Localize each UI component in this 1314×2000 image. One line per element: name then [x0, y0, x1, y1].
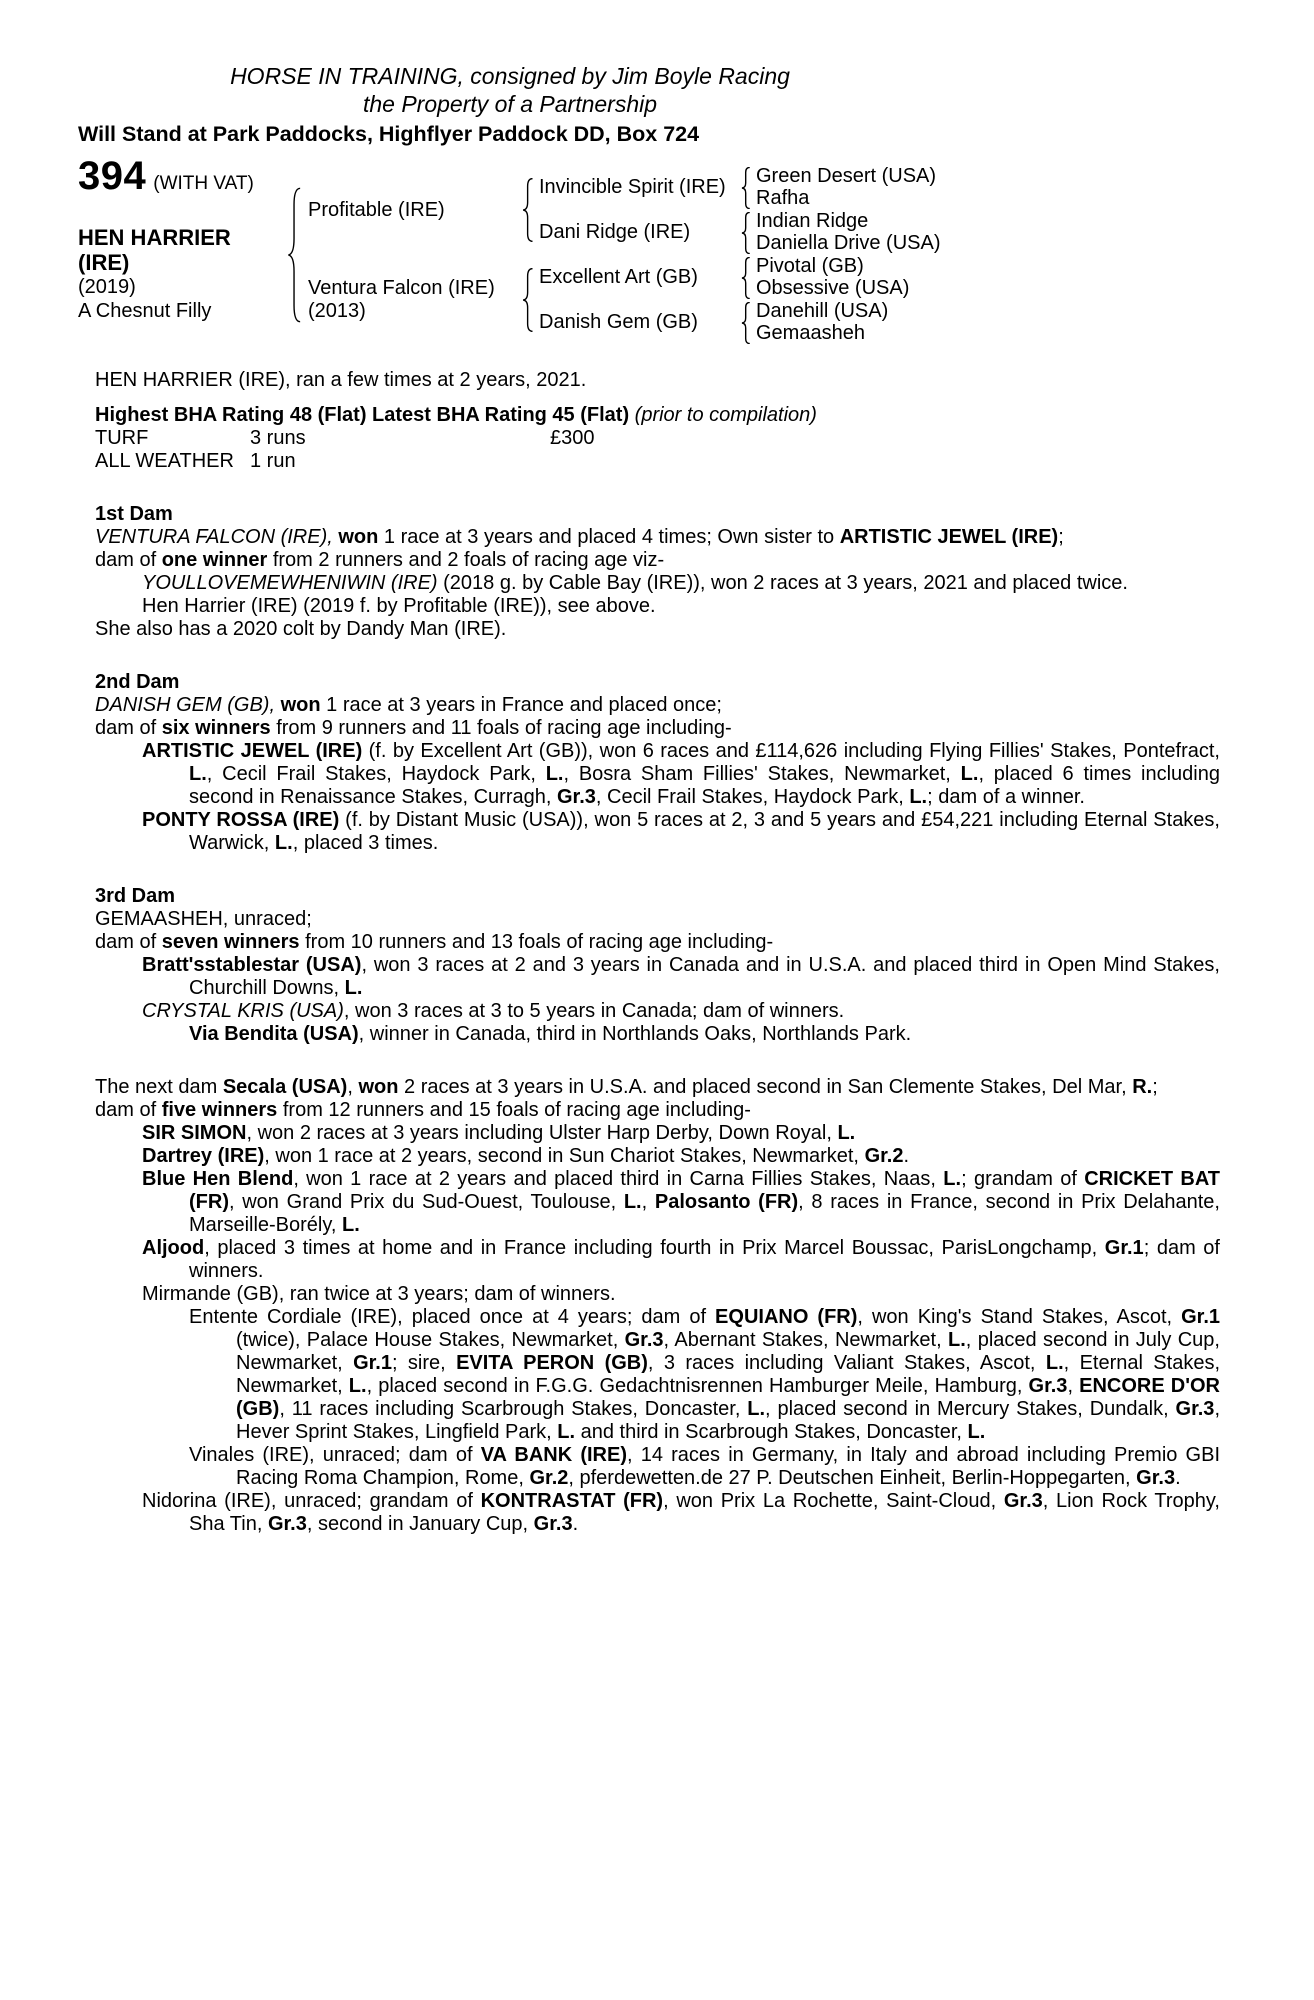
pedigree-brace-icon [741, 212, 751, 254]
pedigree-text: YOULLOVEMEWHENIWIN (IRE) (2018 g. by Cable Bay (IRE)), won 2 races at 3 years, 2021 and placed twice. [142, 572, 1128, 594]
pedigree-text: Hen Harrier (IRE) (2019 f. by Profitable (IRE)), see above. [142, 595, 656, 617]
pedigree-text: Dartrey (IRE), won 1 race at 2 years, second in Sun Chariot Stakes, Newmarket, Gr.2. [142, 1145, 910, 1167]
pedigree-text: She also has a 2020 colt by Dandy Man (IRE). [95, 618, 507, 640]
pedigree-great-grandparent-name: Indian Ridge [756, 209, 869, 232]
rating-note: (prior to compilation) [634, 404, 817, 426]
pedigree-grandparent-name: Invincible Spirit (IRE) [539, 176, 726, 198]
earnings-value: £300 [550, 427, 595, 449]
pedigree-great-grandparent-name: Obsessive (USA) [756, 277, 910, 300]
sire-family [308, 165, 941, 255]
runs-value: 3 runs [250, 427, 306, 449]
pedigree-text: VENTURA FALCON (IRE), won 1 race at 3 years and placed 4 times; Own sister to ARTISTIC JEWEL (IRE); [95, 526, 1064, 548]
pedigree-grandparent-name: Excellent Art (GB) [539, 266, 698, 288]
pedigree-brace-icon [287, 187, 302, 323]
pedigree-text: dam of one winner from 2 runners and 2 foals of racing age viz- [95, 549, 665, 571]
surface-label: ALL WEATHER [95, 450, 234, 472]
horse-description: A Chesnut Filly [78, 300, 212, 322]
pedigree-text: ARTISTIC JEWEL (IRE) (f. by Excellent Art (GB)), won 6 races and £114,626 including Flying Fillies' Stakes, Pontefract, L., Cecil Frail Stakes, Haydock Park, L., Bosra Sham Fillies' Stakes, Newmarket, L., placed 6 times including second in Renaissance Stakes, Curragh, Gr.3, Cecil Frail Stakes, Haydock Park, L.; dam of a winner. [142, 740, 1220, 808]
section-heading: 3rd Dam [95, 885, 176, 907]
property-line: the Property of a Partnership [362, 91, 658, 117]
pedigree-text: GEMAASHEH, unraced; [95, 908, 312, 930]
pedigree-tree [308, 165, 941, 345]
section-heading: 2nd Dam [95, 671, 180, 693]
pedigree-great-grandparent-name: Green Desert (USA) [756, 164, 937, 187]
pedigree-text: dam of six winners from 9 runners and 11 foals of racing age including- [95, 717, 732, 739]
earnings-value [550, 450, 1220, 473]
pedigree-text: Nidorina (IRE), unraced; grandam of KONTRASTAT (FR), won Prix La Rochette, Saint-Cloud, Gr.3, Lion Rock Trophy, Sha Tin, Gr.3, second in January Cup, Gr.3. [142, 1490, 1220, 1535]
dam-family [308, 255, 941, 345]
great-grandparents [756, 210, 941, 255]
grandparent-group [539, 210, 941, 255]
pedigree-text: Bratt'sstablestar (USA), won 3 races at 2 and 3 years in Canada and in U.S.A. and placed third in Open Mind Stakes, Churchill Downs, L. [142, 954, 1220, 999]
pedigree-text: Entente Cordiale (IRE), placed once at 4 years; dam of EQUIANO (FR), won King's Stand Stakes, Ascot, Gr.1 (twice), Palace House Stakes, Newmarket, Gr.3, Abernant Stakes, Newmarket, L., placed second in July Cup, Newmarket, Gr.1; sire, EVITA PERON (GB), 3 races including Valiant Stakes, Ascot, L., Eternal Stakes, Newmarket, L., placed second in F.G.G. Gedachtnisrennen Hamburger Meile, Hamburg, Gr.3, ENCORE D'OR (GB), 11 races including Scarbrough Stakes, Doncaster, L., placed second in Mercury Stakes, Dundalk, Gr.3, Hever Sprint Stakes, Lingfield Park, L. and third in Scarbrough Stakes, Doncaster, L. [189, 1306, 1221, 1443]
bha-rating-text: Highest BHA Rating 48 (Flat) Latest BHA Rating 45 (Flat) [95, 404, 635, 426]
pedigree-great-grandparent-name: Danehill (USA) [756, 299, 889, 322]
pedigree-great-grandparent-name: Rafha [756, 187, 810, 210]
great-grandparents [756, 255, 909, 300]
page-header [78, 62, 1220, 147]
sire-grandparents [539, 165, 941, 255]
lot-info [78, 154, 285, 345]
great-grandparents [756, 165, 936, 210]
lot-number: 394 [78, 154, 147, 198]
lot-number-row [78, 154, 285, 198]
pedigree-text: Blue Hen Blend, won 1 race at 2 years and placed third in Carna Fillies Stakes, Naas, L.; grandam of CRICKET BAT (FR), won Grand Prix du Sud-Ouest, Toulouse, L., Palosanto (FR), 8 races in France, second in Prix Delahante, Marseille-Borély, L. [142, 1168, 1221, 1236]
runs-value: 1 run [250, 450, 296, 472]
dam-cell [308, 255, 520, 345]
section-heading: 1st Dam [95, 503, 173, 525]
grandparent-group [539, 255, 909, 300]
pedigree-parent-name: Profitable (IRE) [308, 198, 445, 221]
pedigree-brace-icon [522, 268, 534, 332]
pedigree-great-grandparent-name: Pivotal (GB) [756, 254, 864, 277]
grandparent-group [539, 165, 941, 210]
pedigree-parent-year: (2013) [308, 300, 366, 322]
race-record-row [95, 450, 1220, 473]
pedigree-great-grandparent-name: Gemaasheh [756, 322, 865, 345]
pedigree-brace-icon [741, 302, 751, 344]
pedigree-section [78, 154, 1220, 345]
great-grandparents [756, 300, 888, 345]
catalogue-body [95, 503, 1220, 1536]
pedigree-great-grandparent-name: Daniella Drive (USA) [756, 232, 941, 255]
race-record-table [95, 427, 1220, 473]
sire-cell [308, 165, 520, 255]
pedigree-brace-icon [741, 257, 751, 299]
bha-rating-line [95, 404, 1220, 427]
pedigree-parent-name: Ventura Falcon (IRE) [308, 277, 495, 299]
race-record-intro: HEN HARRIER (IRE), ran a few times at 2 years, 2021. [95, 369, 587, 391]
grandparent-group [539, 300, 909, 345]
pedigree-grandparent-name: Dani Ridge (IRE) [539, 221, 691, 243]
pedigree-text: Vinales (IRE), unraced; dam of VA BANK (IRE), 14 races in Germany, in Italy and abroad including Premio GBI Racing Roma Champion, Rome, Gr.2, pferdewetten.de 27 P. Deutschen Einheit, Berlin-Hoppegarten, Gr.3. [189, 1444, 1221, 1489]
pedigree-text: dam of five winners from 12 runners and 15 foals of racing age including- [95, 1099, 751, 1121]
stand-location-line: Will Stand at Park Paddocks, Highflyer Paddock DD, Box 724 [78, 122, 700, 146]
pedigree-text: CRYSTAL KRIS (USA), won 3 races at 3 to 5 years in Canada; dam of winners. [142, 1000, 845, 1022]
pedigree-text: Mirmande (GB), ran twice at 3 years; dam of winners. [142, 1283, 616, 1305]
race-record-row [95, 427, 1220, 450]
dam-grandparents [539, 255, 909, 345]
surface-label: TURF [95, 427, 149, 449]
consignor-line: HORSE IN TRAINING, consigned by Jim Boyle Racing [230, 63, 790, 89]
pedigree-brace-icon [741, 167, 751, 209]
foaling-year: (2019) [78, 276, 136, 298]
horse-name: HEN HARRIER (IRE) [78, 225, 231, 275]
vat-note: (WITH VAT) [153, 173, 254, 194]
pedigree-text: Via Bendita (USA), winner in Canada, third in Northlands Oaks, Northlands Park. [189, 1023, 912, 1045]
pedigree-text: PONTY ROSSA (IRE) (f. by Distant Music (USA)), won 5 races at 2, 3 and 5 years and £54,221 including Eternal Stakes, Warwick, L., placed 3 times. [142, 809, 1220, 854]
pedigree-text: DANISH GEM (GB), won 1 race at 3 years in France and placed once; [95, 694, 722, 716]
pedigree-text: SIR SIMON, won 2 races at 3 years including Ulster Harp Derby, Down Royal, L. [142, 1122, 856, 1144]
pedigree-text: The next dam Secala (USA), won 2 races at 3 years in U.S.A. and placed second in San Clemente Stakes, Del Mar, R.; [95, 1076, 1158, 1098]
pedigree-text: dam of seven winners from 10 runners and 13 foals of racing age including- [95, 931, 774, 953]
pedigree-grandparent-name: Danish Gem (GB) [539, 311, 698, 333]
pedigree-text: Aljood, placed 3 times at home and in France including fourth in Prix Marcel Boussac, ParisLongchamp, Gr.1; dam of winners. [142, 1237, 1220, 1282]
pedigree-brace-icon [522, 178, 534, 242]
